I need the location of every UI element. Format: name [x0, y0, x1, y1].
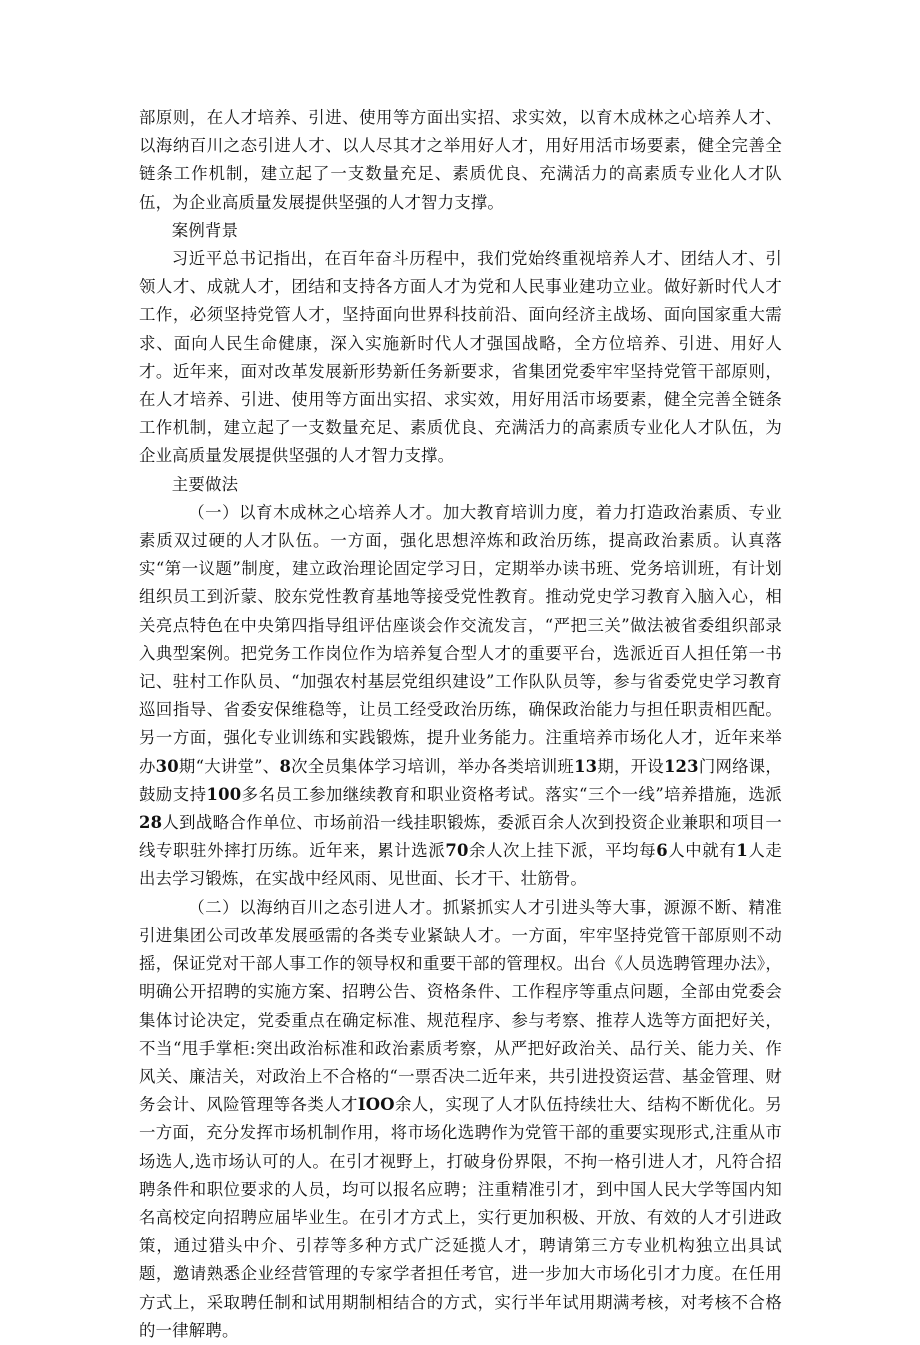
number-value: 8: [279, 756, 292, 776]
text-run: 余人，实现了人才队伍持续壮大、结构不断优化。另一方面，充分发挥市场机制作用，将市场化选聘作为党管干部的重要实现形式,注重从市场选人,选市场认可的人。在引才视野上，打破身份界限，不拘一格引进人才，凡符合招聘条件和职位要求的人员，均可以报名应聘；注重精准引才，到中国人民大学等国内知名高校定向招聘应届毕业生。在引才方式上，实行更加积极、开放、有效的人才引进政策，通过猎头中介、引荐等多种方式广泛延揽人才，聘请第三方专业机构独立出具试题，邀请熟悉企业经营管理的专家学者担任考官，进一步加大市场化引才力度。在任用方式上，采取聘任制和试用期制相结合的方式，实行半年试用期满考核，对考核不合格的一律解聘。: [139, 1095, 782, 1340]
background-heading: 案例背景: [171, 220, 239, 240]
number-value: 30: [155, 756, 179, 776]
number-value: 1: [736, 841, 748, 861]
number-value: 70: [445, 841, 469, 861]
text-run: 期“大讲堂”、: [178, 756, 280, 776]
background-paragraph: 习近平总书记指出，在百年奋斗历程中，我们党始终重视培养人才、团结人才、引领人才、成就人才，团结和支持各方面人才为党和人民事业建功立业。做好新时代人才工作，必须坚持党管人才，坚持面向世界科技前沿、面向经济主战场、面向国家重大需求、面向人民生命健康，深入实施新时代人才强国战略，全方位培养、引进、用好人才。近年来，面对改革发展新形势新任务新要求，省集团党委牢牢坚持党管干部原则，在人才培养、引进、使用等方面出实招、求实效，用好用活市场要素，健全完善全链条工作机制，建立起了一支数量充足、素质优良、充满活力的高素质专业化人才队伍，为企业高质量发展提供坚强的人才智力支撑。: [139, 249, 782, 466]
practice-heading: 主要做法: [171, 474, 239, 494]
text-run: 次全员集体学习培训，举办各类培训班: [291, 756, 575, 776]
text-run: 期，开设: [597, 756, 664, 776]
text-run: 余人次上挂下派，平均每: [468, 841, 657, 861]
text-run: （一）以育木成林之心培养人才。加大教育培训力度，着力打造政治素质、专业素质双过硬的人才队伍。一方面，强化思想淬炼和政治历练，提高政治素质。认真落实“第一议题”制度，建立政治理论固定学习日，定期举办读书班、党务培训班，有计划组织员工到沂蒙、胶东党性教育基地等接受党性教育。推动党史学习教育入脑入心，相关亮点特色在中央第四指导组评估座谈会作交流发言，“严把三关”做法被省委组织部录入典型案例。把党务工作岗位作为培养复合型人才的重要平台，选派近百人担任第一书记、驻村工作队员、“加强农村基层党组织建设”工作队队员等，参与省委党史学习教育巡回指导、省委安保维稳等，让员工经受政治历练，确保政治能力与担任职责相匹配。另一方面，强化专业训练和实践锻炼，提升业务能力。注重培养市场化人才，近年来举办: [139, 502, 782, 776]
text-run: 人到战略合作单位、市场前沿一线挂职锻炼，委派百余人次到投资企业兼职和项目一线专职驻外摔打历练。近年来，累计选派: [139, 813, 782, 861]
text-run: 人走出去学习锻炼，在实战中经风雨、见世面、长才干、壮筋骨。: [139, 841, 782, 889]
text-run: 多名员工参加继续教育和职业资格考试。落实“三个一线”培养措施，选派: [241, 784, 782, 804]
intro-paragraph: 部原则，在人才培养、引进、使用等方面出实招、求实效，以育木成林之心培养人才、以海纳百川之态引进人才、以人尽其才之举用好人才，用好用活市场要素，健全完善全链条工作机制，建立起了一支数量充足、素质优良、充满活力的高素质专业化人才队伍，为企业高质量发展提供坚强的人才智力支撑。: [139, 108, 782, 212]
number-value: 6: [656, 841, 668, 861]
number-value: 13: [574, 756, 598, 776]
number-value: IOO: [357, 1095, 395, 1115]
number-value: 123: [663, 756, 699, 776]
text-run: 人中就有: [667, 841, 737, 861]
practice-paragraph-2: [139, 894, 782, 1345]
text-run: 门网络课，鼓励支持: [139, 756, 782, 804]
text-run: （二）以海纳百川之态引进人才。抓紧抓实人才引进头等大事，源源不断、精准引进集团公司改革发展亟需的各类专业紧缺人才。一方面，牢牢坚持党管干部原则不动摇，保证党对干部人事工作的领导权和重要干部的管理权。出台《人员选聘管理办法》，明确公开招聘的实施方案、招聘公告、资格条件、工作程序等重点问题，全部由党委会集体讨论决定，党委重点在确定标准、规范程序、参与考察、推荐人选等方面把好关，不当“甩手掌柜:突出政治标准和政治素质考察，从严把好政治关、品行关、能力关、作风关、廉洁关，对政治上不合格的“一票否决二近年来，共引进投资运营、基金管理、财务会计、风险管理等各类人才: [139, 897, 782, 1115]
number-value: 100: [206, 784, 242, 804]
number-value: 28: [139, 813, 163, 833]
practice-paragraph-1: [139, 499, 782, 894]
document-body: [139, 104, 782, 1345]
